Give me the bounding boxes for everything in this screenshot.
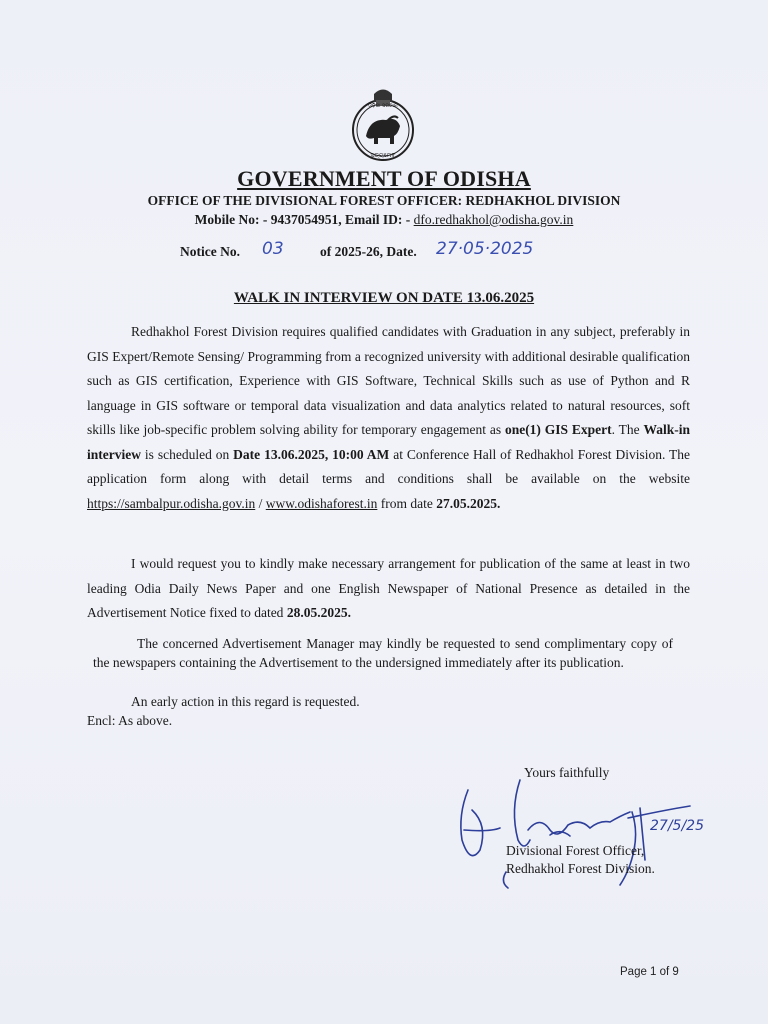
notice-year-label: of 2025-26, Date.: [320, 244, 417, 259]
signatory-designation: Divisional Forest Officer,: [506, 843, 645, 858]
paragraph-2: I would request you to kindly make necessary arrangement for publication of the same at least in two leading Odia Daily News Paper and one English Newspaper of National Presence as detailed in the Advertisement Notice fixed to dated 28.05.2025.: [87, 556, 690, 620]
notice-number: 03: [262, 239, 284, 259]
website-link-odishaforest[interactable]: www.odishaforest.in: [265, 495, 378, 511]
signatory-division: Redhakhol Forest Division.: [506, 861, 655, 876]
svg-text:ସତ୍ୟମେବ: ସତ୍ୟମେବ: [370, 152, 396, 159]
paragraph-3: The concerned Advertisement Manager may kindly be requested to send complimentary copy of the newspapers containing the Advertisement to the undersigned immediately after its publication.: [93, 636, 673, 670]
office-line: OFFICE OF THE DIVISIONAL FOREST OFFICER: REDHAKHOL DIVISION: [147, 193, 621, 208]
page-number: Page 1 of 9: [620, 966, 679, 978]
mobile-label: Mobile No: - 9437054951, Email ID: -: [194, 212, 411, 227]
enclosure-line: Encl: As above.: [87, 713, 173, 728]
paragraph-1: Redhakhol Forest Division requires qualified candidates with Graduation in any subject, preferably in GIS Expert/Remote Sensing/ Programming from a recognized university with additional desirable qualification such as GIS certification, Experience with GIS Software, Technical Skills such as use of Python and R language in GIS software or temporal data visualization and data analytics related to natural resources, soft skills like job-specific problem solving ability for temporary engagement as one(1) GIS Expert. The Walk-in interview is scheduled on Date 13.06.2025, 10:00 AM at Conference Hall of Redhakhol Forest Division. The application form along with detail terms and conditions shall be available on the website https://sambalpur.odisha.gov.in / www.odishaforest.in from date 27.05.2025.: [87, 324, 690, 511]
svg-text:27/5/25: 27/5/25: [650, 818, 704, 834]
odisha-emblem-icon: [348, 86, 418, 166]
notice-line: [180, 239, 534, 260]
signature-block: [450, 760, 740, 890]
government-title: GOVERNMENT OF ODISHA: [237, 166, 531, 191]
email-link[interactable]: dfo.redhakhol@odisha.gov.in: [413, 212, 574, 227]
notice-label: Notice No.: [180, 244, 240, 259]
contact-line: [0, 212, 768, 228]
paragraph-4: An early action in this regard is requested.: [131, 694, 360, 709]
notice-heading: WALK IN INTERVIEW ON DATE 13.06.2025: [233, 290, 535, 306]
notice-date: 27·05·2025: [436, 239, 534, 259]
website-link-sambalpur[interactable]: https://sambalpur.odisha.gov.in: [87, 495, 256, 511]
closing-text: Yours faithfully: [524, 765, 610, 780]
svg-text:ଓଡ଼ିଶା ସରକାର: ଓଡ଼ିଶା ସରକାର: [368, 103, 398, 109]
